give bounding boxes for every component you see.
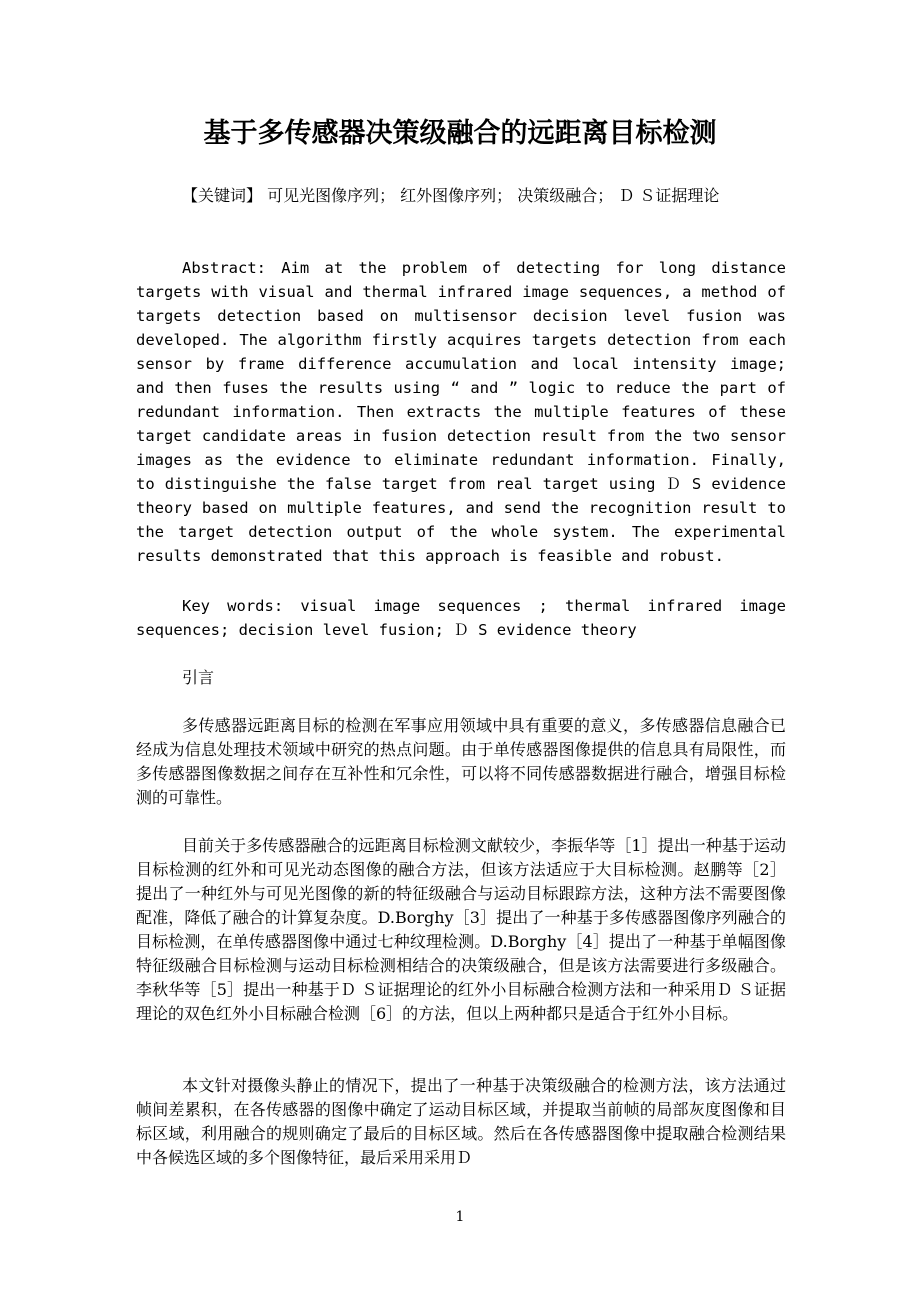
page-number: 1 (455, 1209, 465, 1225)
body-paragraph: 目前关于多传感器融合的远距离目标检测文献较少，李振华等［1］提出一种基于运动目标检测的红外和可见光动态图像的融合方法，但该方法适应于大目标检测。赵鹏等［2］提出了一种红外与可见光图像的新的特征级融合与运动目标跟踪方法，这种方法不需要图像配准，降低了融合的计算复杂度。D.Borghy［3］提出了一种基于多传感器图像序列融合的目标检测，在单传感器图像中通过七种纹理检测。D.Borghy［4］提出了一种基于单幅图像特征级融合目标检测与运动目标检测相结合的决策级融合，但是该方法需要进行多级融合。李秋华等［5］提出一种基于Ｄ Ｓ证据理论的红外小目标融合检测方法和一种采用Ｄ Ｓ证据理论的双色红外小目标融合检测［6］的方法，但以上两种都只是适合于红外小目标。 (136, 836, 786, 1023)
paper-title: 基于多传感器决策级融合的远距离目标检测 (203, 118, 717, 149)
english-keywords: Key words: visual image sequences ; thermal infrared image sequences; decision level fusion; Ｄ S evidence theory (136, 597, 786, 639)
body-paragraph: 本文针对摄像头静止的情况下，提出了一种基于决策级融合的检测方法，该方法通过帧间差累积，在各传感器的图像中确定了运动目标区域，并提取当前帧的局部灰度图像和目标区域，利用融合的规则确定了最后的目标区域。然后在各传感器图像中提取融合检测结果中各候选区域的多个图像特征，最后采用采用Ｄ (136, 1076, 786, 1167)
chinese-keywords: 【关键词】 可见光图像序列； 红外图像序列； 决策级融合； Ｄ Ｓ证据理论 (182, 186, 720, 205)
english-abstract: Abstract: Aim at the problem of detecting for long distance targets with visual and thermal infrared image sequences, a method of targets detection based on multisensor decision level fusion was developed. The algorithm firstly acquires targets detection from each sensor by frame difference accumulation and local intensity image; and then fuses the results using “ and ” logic to reduce the part of redundant information. Then extracts the multiple features of these target candidate areas in fusion detection result from the two sensor images as the evidence to eliminate redundant information. Finally, to distinguishe the false target from real target using Ｄ S evidence theory based on multiple features, and send the recognition result to the target detection output of the whole system. The experimental results demonstrated that this approach is feasible and robust. (136, 259, 786, 565)
body-paragraph: 多传感器远距离目标的检测在军事应用领域中具有重要的意义，多传感器信息融合已经成为信息处理技术领域中研究的热点问题。由于单传感器图像提供的信息具有局限性，而多传感器图像数据之间存在互补性和冗余性，可以将不同传感器数据进行融合，增强目标检测的可靠性。 (136, 716, 786, 807)
introduction-heading: 引言 (182, 668, 215, 687)
